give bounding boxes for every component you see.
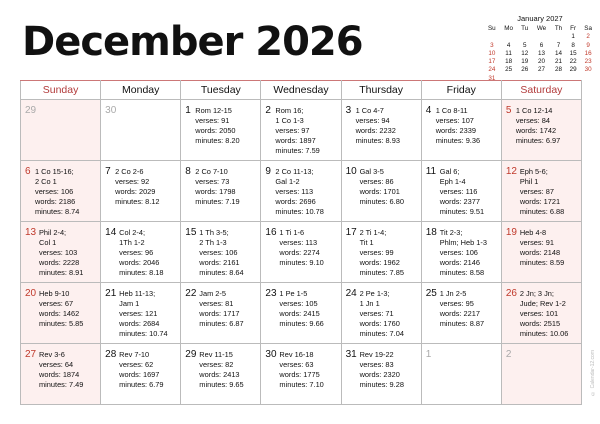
mini-calendar-grid bbox=[484, 25, 596, 83]
mini-day: 23 bbox=[584, 58, 592, 66]
credit: © Calendar-12.com bbox=[590, 350, 596, 396]
day-number: 30 bbox=[265, 349, 277, 360]
reading-plan: 1 Co 8-11 verses: 107 words: 2339 minutes: 9.36 bbox=[435, 106, 481, 145]
mini-weekday-label: Th bbox=[554, 25, 563, 32]
mini-weekday-label: Sa bbox=[584, 25, 592, 32]
day-number: 8 bbox=[185, 166, 191, 177]
reading-plan: 2 Co 2-6 verses: 92 words: 2029 minutes: 8.12 bbox=[115, 167, 160, 206]
day-cell[interactable] bbox=[21, 222, 101, 283]
reading-plan: Phil 2-4; Col 1 verses: 103 words: 2228 minutes: 8.91 bbox=[39, 228, 84, 277]
mini-day: 6 bbox=[539, 41, 544, 49]
mini-day bbox=[580, 75, 596, 83]
reading-plan: Heb 4-8 verses: 91 words: 2148 minutes: 8.59 bbox=[519, 228, 565, 267]
day-number: 12 bbox=[505, 166, 517, 177]
reading-plan: Heb 11-13; Jam 1 verses: 121 words: 2684 minutes: 10.74 bbox=[119, 289, 168, 338]
day-cell[interactable] bbox=[261, 100, 341, 161]
mini-day: 27 bbox=[537, 66, 545, 74]
mini-day: 12 bbox=[521, 49, 529, 57]
mini-day: 26 bbox=[521, 66, 529, 74]
day-cell[interactable] bbox=[501, 222, 581, 283]
reading-plan: 2 Pe 1-3; 1 Jn 1 verses: 71 words: 1760 minutes: 7.04 bbox=[359, 289, 404, 338]
mini-calendar-title: January 2027 bbox=[517, 14, 563, 23]
reading-plan: Heb 9-10 verses: 67 words: 1462 minutes: 5.85 bbox=[39, 289, 84, 328]
weekday-header: Monday bbox=[101, 81, 181, 100]
day-cell[interactable] bbox=[101, 344, 181, 405]
mini-day: 30 bbox=[584, 66, 592, 74]
day-number: 11 bbox=[425, 166, 437, 177]
mini-day: 1 bbox=[571, 33, 575, 41]
mini-day: 3 bbox=[490, 41, 494, 49]
mini-calendar bbox=[484, 14, 596, 83]
day-number: 24 bbox=[345, 288, 357, 299]
day-number: 7 bbox=[105, 166, 111, 177]
mini-day: 4 bbox=[506, 41, 511, 49]
mini-day: 15 bbox=[569, 49, 577, 57]
day-number: 30 bbox=[105, 105, 117, 116]
mini-day: 2 bbox=[586, 33, 590, 41]
day-cell[interactable] bbox=[101, 100, 181, 161]
mini-day: 14 bbox=[554, 49, 562, 57]
day-number: 10 bbox=[345, 166, 357, 177]
day-cell[interactable] bbox=[181, 161, 261, 222]
day-cell[interactable] bbox=[421, 344, 501, 405]
day-number: 2 bbox=[505, 349, 512, 360]
day-number: 28 bbox=[105, 349, 117, 360]
weekday-header: Tuesday bbox=[181, 81, 261, 100]
day-number: 9 bbox=[265, 166, 271, 177]
day-number: 14 bbox=[105, 227, 117, 238]
day-number: 15 bbox=[185, 227, 197, 238]
day-cell[interactable] bbox=[501, 283, 581, 344]
day-number: 19 bbox=[505, 227, 517, 238]
reading-plan: Rev 7-10 verses: 62 words: 1697 minutes: 6.79 bbox=[119, 350, 164, 389]
day-number: 27 bbox=[25, 349, 37, 360]
day-cell[interactable] bbox=[101, 222, 181, 283]
day-cell[interactable] bbox=[181, 222, 261, 283]
mini-day bbox=[551, 33, 566, 41]
reading-plan: Rev 16-18 verses: 63 words: 1775 minutes: 7.10 bbox=[279, 350, 324, 389]
mini-weekday-label: Su bbox=[487, 25, 496, 32]
day-number: 5 bbox=[505, 105, 512, 116]
week-row bbox=[21, 283, 582, 344]
mini-day: 13 bbox=[537, 49, 545, 57]
mini-day: 31 bbox=[488, 74, 496, 82]
day-number: 16 bbox=[265, 227, 277, 238]
week-row bbox=[21, 100, 582, 161]
reading-plan: Gal 6; Eph 1-4 verses: 116 words: 2377 minutes: 9.51 bbox=[439, 167, 485, 216]
mini-day: 10 bbox=[488, 49, 496, 57]
mini-weekday-label: Mo bbox=[504, 25, 513, 32]
day-cell[interactable] bbox=[181, 283, 261, 344]
mini-day bbox=[484, 33, 500, 41]
day-cell[interactable] bbox=[261, 161, 341, 222]
day-number: 31 bbox=[345, 349, 357, 360]
day-number: 6 bbox=[25, 166, 31, 177]
reading-plan: Rom 16; 1 Co 1-3 verses: 97 words: 1897 minutes: 7.59 bbox=[275, 106, 320, 155]
reading-plan: Rom 12-15 verses: 91 words: 2050 minutes: 8.20 bbox=[195, 106, 240, 145]
day-number: 1 bbox=[185, 105, 191, 116]
reading-plan: Gal 3-5 verses: 86 words: 1701 minutes: 6.80 bbox=[359, 167, 404, 206]
reading-plan: 1 Co 4-7 verses: 94 words: 2232 minutes: 8.93 bbox=[355, 106, 400, 145]
mini-day: 28 bbox=[554, 66, 562, 74]
weekday-header: Friday bbox=[421, 81, 501, 100]
reading-plan: 1 Th 3-5; 2 Th 1-3 verses: 106 words: 2161 minutes: 8.64 bbox=[199, 228, 244, 277]
week-row bbox=[21, 344, 582, 405]
reading-plan: 1 Ti 1-6 verses: 113 words: 2274 minutes: 9.10 bbox=[279, 228, 324, 267]
mini-day: 25 bbox=[505, 66, 513, 74]
mini-day: 16 bbox=[584, 49, 592, 57]
reading-plan: 2 Co 11-13; Gal 1-2 verses: 113 words: 2696 minutes: 10.78 bbox=[275, 167, 324, 216]
day-cell[interactable] bbox=[341, 161, 421, 222]
weekday-header: Thursday bbox=[341, 81, 421, 100]
day-cell[interactable] bbox=[341, 222, 421, 283]
day-cell[interactable] bbox=[181, 344, 261, 405]
mini-day: 8 bbox=[571, 41, 575, 49]
day-cell[interactable] bbox=[101, 161, 181, 222]
reading-plan: 1 Co 12-14 verses: 84 words: 1742 minutes: 6.97 bbox=[515, 106, 561, 145]
day-cell[interactable] bbox=[261, 222, 341, 283]
day-cell[interactable] bbox=[421, 222, 501, 283]
mini-day: 11 bbox=[505, 49, 512, 57]
day-number: 4 bbox=[425, 105, 432, 116]
day-cell[interactable] bbox=[261, 344, 341, 405]
day-number: 25 bbox=[425, 288, 437, 299]
day-number: 23 bbox=[265, 288, 277, 299]
mini-day bbox=[532, 33, 551, 41]
day-cell[interactable] bbox=[421, 161, 501, 222]
mini-weekday-label: Fr bbox=[570, 25, 577, 32]
day-cell[interactable] bbox=[501, 344, 581, 405]
reading-plan: Jam 2-5 verses: 81 words: 1717 minutes: 6.87 bbox=[199, 289, 244, 328]
mini-day: 20 bbox=[537, 58, 545, 66]
day-cell[interactable] bbox=[181, 100, 261, 161]
weekday-header: Sunday bbox=[21, 81, 101, 100]
mini-day: 22 bbox=[569, 58, 577, 66]
day-cell[interactable] bbox=[261, 283, 341, 344]
day-number: 21 bbox=[105, 288, 117, 299]
day-cell[interactable] bbox=[421, 283, 501, 344]
reading-plan: 2 Co 7-10 verses: 73 words: 1798 minutes: 7.19 bbox=[195, 167, 240, 206]
reading-plan: 2 Ti 1-4; Tit 1 verses: 99 words: 1962 minutes: 7.85 bbox=[359, 228, 404, 277]
reading-plan: Eph 5-6; Phil 1 verses: 87 words: 1721 minutes: 6.88 bbox=[519, 167, 565, 216]
day-cell[interactable] bbox=[21, 100, 101, 161]
reading-plan: Col 2-4; 1Th 1-2 verses: 96 words: 2046 minutes: 8.18 bbox=[119, 228, 164, 277]
day-number: 20 bbox=[25, 288, 37, 299]
day-cell[interactable] bbox=[101, 283, 181, 344]
mini-day: 19 bbox=[521, 58, 529, 66]
month-grid bbox=[20, 80, 582, 405]
day-number: 29 bbox=[25, 105, 37, 116]
mini-day: 17 bbox=[488, 58, 496, 66]
mini-day: 24 bbox=[488, 66, 496, 74]
mini-day: 5 bbox=[522, 41, 527, 49]
weekday-header: Wednesday bbox=[261, 81, 341, 100]
reading-plan: 1 Co 15-16; 2 Co 1 verses: 106 words: 2186 minutes: 8.74 bbox=[35, 167, 80, 216]
day-cell[interactable] bbox=[501, 100, 581, 161]
mini-day: 21 bbox=[554, 58, 562, 66]
day-number: 13 bbox=[25, 227, 37, 238]
reading-plan: Rev 3-6 verses: 64 words: 1874 minutes: 7.49 bbox=[39, 350, 84, 389]
day-cell[interactable] bbox=[501, 161, 581, 222]
day-cell[interactable] bbox=[421, 100, 501, 161]
day-cell[interactable] bbox=[21, 283, 101, 344]
day-number: 29 bbox=[185, 349, 197, 360]
day-number: 2 bbox=[265, 105, 271, 116]
mini-day: 9 bbox=[586, 41, 590, 49]
day-number: 1 bbox=[425, 349, 432, 360]
day-number: 26 bbox=[505, 288, 517, 299]
reading-plan: 1 Pe 1-5 verses: 105 words: 2415 minutes: 9.66 bbox=[279, 289, 324, 328]
reading-plan: 1 Jn 2-5 verses: 95 words: 2217 minutes: 8.87 bbox=[439, 289, 485, 328]
day-cell[interactable] bbox=[21, 161, 101, 222]
mini-day bbox=[517, 33, 532, 41]
mini-day: 29 bbox=[569, 66, 577, 74]
week-row bbox=[21, 222, 582, 283]
day-number: 3 bbox=[345, 105, 352, 116]
page-title: December 2026 bbox=[22, 19, 363, 65]
day-cell[interactable] bbox=[341, 344, 421, 405]
reading-plan: 2 Jn; 3 Jn; Jude; Rev 1-2 verses: 101 words: 2515 minutes: 10.06 bbox=[519, 289, 569, 338]
day-number: 18 bbox=[425, 227, 437, 238]
weekday-header: Saturday bbox=[501, 81, 581, 100]
reading-plan: Tit 2-3; Phlm; Heb 1-3 verses: 106 words: 2146 minutes: 8.58 bbox=[439, 228, 487, 277]
day-cell[interactable] bbox=[341, 100, 421, 161]
reading-plan: Rev 19-22 verses: 83 words: 2320 minutes: 9.28 bbox=[359, 350, 404, 389]
day-number: 22 bbox=[185, 288, 197, 299]
day-cell[interactable] bbox=[341, 283, 421, 344]
mini-day: 18 bbox=[505, 58, 513, 66]
mini-weekday-label: Tu bbox=[521, 25, 529, 32]
mini-day: 7 bbox=[556, 41, 561, 49]
week-row bbox=[21, 161, 582, 222]
mini-weekday-label: We bbox=[536, 25, 547, 32]
day-cell[interactable] bbox=[21, 344, 101, 405]
mini-day bbox=[500, 33, 518, 41]
day-number: 17 bbox=[345, 227, 357, 238]
reading-plan: Rev 11-15 verses: 82 words: 2413 minutes: 9.65 bbox=[199, 350, 244, 389]
